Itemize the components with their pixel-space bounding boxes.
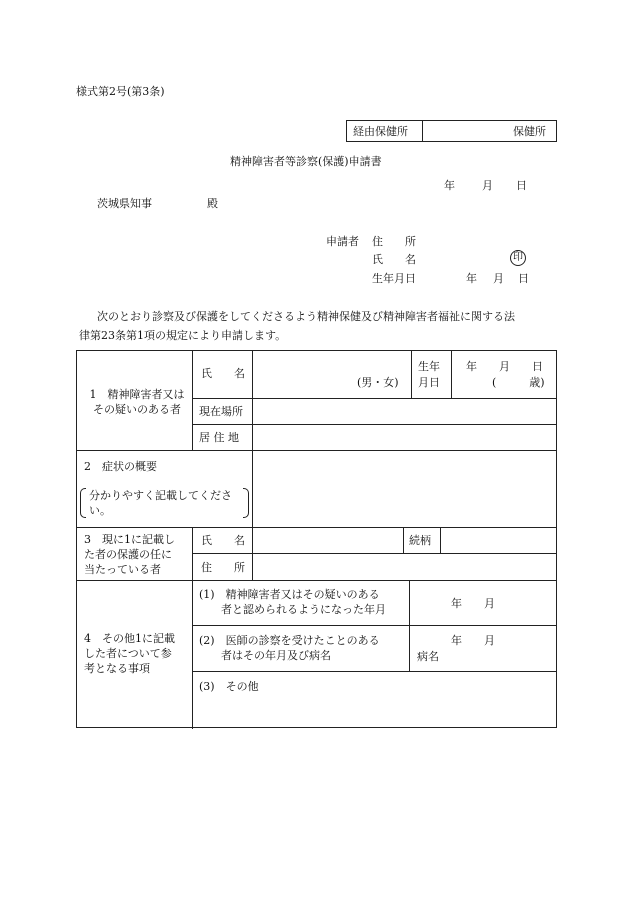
s1-birth-label-line1: 生年 bbox=[418, 360, 440, 373]
applicant-heading: 申請者 bbox=[326, 235, 359, 248]
applicant-birth-month[interactable]: 月 bbox=[493, 272, 504, 285]
s3-name-field[interactable] bbox=[260, 531, 398, 551]
s4-item3-label: (3) その他 bbox=[199, 680, 259, 693]
s3-relation-field[interactable] bbox=[445, 531, 553, 551]
s1-birth-ymd[interactable]: 年 月 日 bbox=[466, 360, 543, 373]
s1-current-location-field[interactable] bbox=[260, 401, 550, 421]
section1-label: 1 精神障害者又は その疑いのある者 bbox=[89, 388, 185, 416]
applicant-address-label: 住 所 bbox=[372, 235, 416, 248]
section4-label: 4 その他1に記載 した者について参 考となる事項 bbox=[84, 632, 175, 675]
section3-label: 3 現に1に記載し た者の保護の任に 当たっている者 bbox=[84, 533, 175, 576]
document-title: 精神障害者等診察(保護)申請書 bbox=[230, 155, 382, 168]
s3-address-field[interactable] bbox=[260, 557, 550, 577]
s4-item1-ym[interactable]: 年 月 bbox=[451, 597, 495, 610]
routing-label: 経由保健所 bbox=[353, 125, 408, 138]
seal-mark: 印 bbox=[510, 250, 526, 266]
applicant-birth-day[interactable]: 日 bbox=[518, 272, 529, 285]
s1-age[interactable]: ( 歳) bbox=[492, 376, 545, 389]
s4-item2-disease-label[interactable]: 病名 bbox=[417, 650, 439, 663]
s1-residence-label: 居 住 地 bbox=[199, 431, 239, 444]
section2-note: 分かりやすく記載してくださ い。 bbox=[89, 489, 232, 517]
form-number: 様式第2号(第3条) bbox=[76, 85, 165, 98]
addressee-name: 茨城県知事 bbox=[97, 197, 152, 210]
applicant-birth-label: 生年月日 bbox=[372, 272, 416, 285]
s1-current-location-label: 現在場所 bbox=[199, 405, 243, 418]
body-text-line1: 次のとおり診察及び保護をしてくださるよう精神保健及び精神障害者福祉に関する法 bbox=[97, 310, 515, 323]
s4-item3-field[interactable] bbox=[260, 696, 550, 724]
applicant-name-label: 氏 名 bbox=[372, 253, 416, 266]
s1-name-label: 氏 名 bbox=[201, 367, 245, 380]
body-text-line2: 律第23条第1項の規定により申請します。 bbox=[79, 329, 287, 342]
s1-sex-label[interactable]: (男・女) bbox=[357, 376, 399, 389]
s2-symptom-field[interactable] bbox=[260, 455, 550, 523]
s3-name-label: 氏 名 bbox=[201, 534, 245, 547]
s1-birth-label-line2: 月日 bbox=[418, 376, 440, 389]
section2-label: 2 症状の概要 bbox=[84, 460, 157, 473]
s3-address-label: 住 所 bbox=[201, 561, 245, 574]
routing-value[interactable]: 保健所 bbox=[513, 125, 546, 138]
s4-item2-ym[interactable]: 年 月 bbox=[451, 634, 495, 647]
date-year[interactable]: 年 bbox=[444, 179, 455, 192]
s1-residence-field[interactable] bbox=[260, 427, 550, 447]
s3-relation-label: 続柄 bbox=[409, 534, 431, 547]
date-month[interactable]: 月 bbox=[482, 179, 493, 192]
s4-item1-label: (1) 精神障害者又はその疑いのある 者と認められるようになった年月 bbox=[199, 588, 386, 616]
date-day[interactable]: 日 bbox=[516, 179, 527, 192]
application-table bbox=[76, 350, 557, 728]
addressee-honorific: 殿 bbox=[207, 197, 218, 210]
s4-item2-label: (2) 医師の診察を受けたことのある 者はその年月及び病名 bbox=[199, 634, 380, 662]
routing-box bbox=[346, 120, 557, 142]
applicant-birth-year[interactable]: 年 bbox=[466, 272, 477, 285]
